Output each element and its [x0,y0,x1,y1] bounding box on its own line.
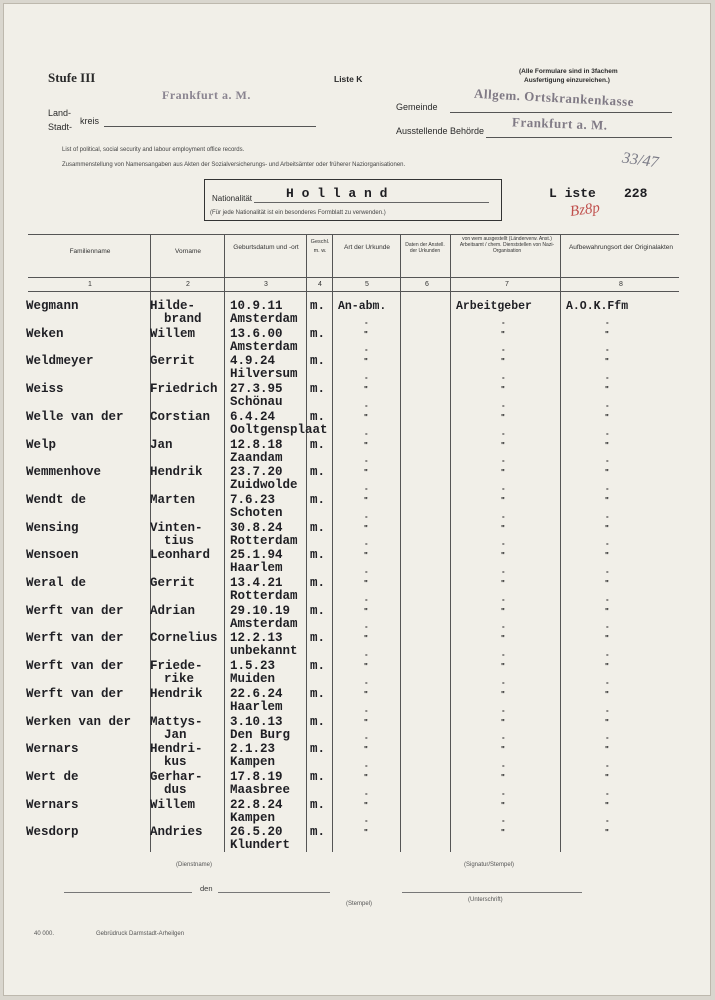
nationality-line [254,202,489,203]
given-name: Hendrik [150,465,203,479]
sex: m. [310,354,326,368]
col-header-aufbewahrung: Aufbewahrungsort der Originalakten [568,244,674,251]
dash-art: - [365,622,368,631]
family-name: Weiss [26,382,64,396]
row-1-art: An-abm. [338,300,387,313]
col-number-1: 1 [88,281,92,288]
sex: m. [310,798,326,812]
signatur-caption: (Signatur/Stempel) [464,862,515,868]
dash-ort: - [606,678,609,687]
dash-von-wem: - [502,789,505,798]
ditto-von-wem: " [501,745,505,754]
ditto-ort: " [605,524,609,533]
birth-date: 1.5.23 [230,659,276,673]
dash-ort: - [606,484,609,493]
sex: m. [310,604,326,618]
ditto-ort: " [605,441,609,450]
given-name: Hendri- [150,742,203,756]
dash-von-wem: - [502,595,505,604]
gemeinde-stamp: Allgem. Ortskrankenkasse [473,85,635,110]
stadt-label: Stadt- [48,122,73,132]
dash-art: - [365,345,368,354]
sex: m. [310,438,326,452]
dash-art: - [365,373,368,382]
sex: m. [310,715,326,729]
ditto-art: " [364,718,368,727]
dash-von-wem: - [502,373,505,382]
birth-date: 10.9.11 [230,299,283,313]
given-name: Willem [150,798,196,812]
col-header-daten: Daten der Anstell. der Urkunden [405,242,445,254]
ditto-von-wem: " [501,496,505,505]
given-name: Adrian [150,604,196,618]
ditto-von-wem: " [501,330,505,339]
ditto-ort: " [605,330,609,339]
unterschrift-caption: (Unterschrift) [468,897,503,903]
ditto-von-wem: " [501,828,505,837]
family-name: Wemmenhove [26,465,102,479]
birth-place: unbekannt [230,644,298,658]
birth-date: 27.3.95 [230,382,283,396]
dash-von-wem: - [502,761,505,770]
given-name: Leonhard [150,548,211,562]
birth-date: 6.4.24 [230,410,276,424]
behoerde-label: Ausstellende Behörde [396,126,485,136]
ditto-von-wem: " [501,357,505,366]
print-run: 40 000. [34,931,55,937]
liste-k-label: Liste K [334,74,363,84]
birth-place: Amsterdam [230,312,298,326]
birth-place: Maasbree [230,783,291,797]
nationality-value: H o l l a n d [286,186,388,201]
birth-date: 17.8.19 [230,770,283,784]
col-number-3: 3 [264,281,268,288]
ditto-ort: " [605,357,609,366]
birth-place: Hilversum [230,367,298,381]
col-line-3 [306,234,307,852]
dash-ort: - [606,733,609,742]
family-name: Wensoen [26,548,79,562]
ditto-von-wem: " [501,801,505,810]
dash-von-wem: - [502,345,505,354]
given-name: Cornelius [150,631,218,645]
liste-label: L iste [549,186,596,201]
given-name: Gerrit [150,354,196,368]
sex: m. [310,742,326,756]
dash-art: - [365,512,368,521]
ditto-ort: " [605,828,609,837]
birth-place: Amsterdam [230,340,298,354]
dash-art: - [365,318,368,327]
family-name: Wesdorp [26,825,79,839]
col-header-geschlecht: Geschl. m. w. [310,239,330,254]
birth-place: Amsterdam [230,617,298,631]
dash-von-wem: - [502,733,505,742]
dash-art: - [365,429,368,438]
sex: m. [310,687,326,701]
family-name: Welp [26,438,57,452]
behoerde-stamp: Frankfurt a. M. [511,114,608,133]
family-name: Wernars [26,798,79,812]
dash-ort: - [606,816,609,825]
copies-note-1: (Alle Formulare sind in 3fachem [519,68,618,75]
den-label: den [200,884,213,893]
dash-ort: - [606,429,609,438]
given-name-cont: Jan [164,728,187,742]
nationality-label: Nationalität [212,194,253,203]
family-name: Wegmann [26,299,79,313]
ditto-von-wem: " [501,551,505,560]
given-name: Friede- [150,659,203,673]
col-number-5: 5 [365,281,369,288]
birth-date: 13.6.00 [230,327,283,341]
birth-date: 29.10.19 [230,604,291,618]
dash-von-wem: - [502,816,505,825]
ditto-ort: " [605,413,609,422]
birth-date: 12.8.18 [230,438,283,452]
birth-place: Ooltgensplaat [230,423,328,437]
dash-ort: - [606,401,609,410]
ditto-von-wem: " [501,468,505,477]
sex: m. [310,327,326,341]
ort-line [64,892,192,893]
dash-art: - [365,484,368,493]
dash-ort: - [606,789,609,798]
dash-ort: - [606,512,609,521]
handwritten-note: Bz8p [568,199,601,221]
dash-art: - [365,678,368,687]
sex: m. [310,382,326,396]
german-description: Zusammenstellung von Namensangaben aus Akten der Sozialversicherungs- und Arbeitsämter oder früherer Naziorganisationen. [62,162,406,168]
gemeinde-line [450,112,672,113]
page-reference: 33/47 [621,149,660,172]
ditto-art: " [364,607,368,616]
printer-name: Gebrüdruck Darmstadt-Arheilgen [96,931,185,937]
ditto-von-wem: " [501,441,505,450]
given-name-cont: dus [164,783,187,797]
birth-place: Klundert [230,838,291,852]
col-number-7: 7 [505,281,509,288]
given-name-cont: rike [164,672,195,686]
birth-place: Haarlem [230,700,283,714]
ditto-ort: " [605,551,609,560]
header-bottom-border [28,291,679,292]
birth-place: Zuidwolde [230,478,298,492]
ditto-art: " [364,579,368,588]
ditto-ort: " [605,468,609,477]
document-sheet [3,3,711,996]
sex: m. [310,410,326,424]
birth-date: 25.1.94 [230,548,283,562]
col-line-6 [450,234,451,852]
ditto-von-wem: " [501,773,505,782]
given-name: Hilde- [150,299,196,313]
birth-date: 13.4.21 [230,576,283,590]
dash-ort: - [606,761,609,770]
row-1-von-wem: Arbeitgeber [456,300,532,313]
birth-place: Rotterdam [230,589,298,603]
ditto-art: " [364,773,368,782]
ditto-ort: " [605,773,609,782]
copies-note-2: Ausfertigung einzureichen.) [524,77,610,84]
ditto-ort: " [605,745,609,754]
dash-art: - [365,595,368,604]
col-number-6: 6 [425,281,429,288]
family-name: Werft van der [26,659,124,673]
ditto-ort: " [605,662,609,671]
ditto-von-wem: " [501,524,505,533]
given-name: Andries [150,825,203,839]
ditto-art: " [364,551,368,560]
birth-place: Haarlem [230,561,283,575]
given-name-cont: brand [164,312,202,326]
dash-von-wem: - [502,650,505,659]
ditto-von-wem: " [501,385,505,394]
col-line-2 [224,234,225,852]
given-name: Gerrit [150,576,196,590]
dash-art: - [365,650,368,659]
dash-art: - [365,816,368,825]
sex: m. [310,631,326,645]
ditto-ort: " [605,579,609,588]
family-name: Wert de [26,770,79,784]
ditto-von-wem: " [501,413,505,422]
dash-ort: - [606,456,609,465]
dash-art: - [365,789,368,798]
col-header-vorname: Vorname [174,248,202,255]
sex: m. [310,659,326,673]
table-header [28,234,679,296]
given-name: Vinten- [150,521,203,535]
ditto-ort: " [605,801,609,810]
dash-von-wem: - [502,622,505,631]
family-name: Wernars [26,742,79,756]
city-stamp: Frankfurt a. M. [162,88,251,102]
given-name: Mattys- [150,715,203,729]
given-name: Marten [150,493,196,507]
family-name: Werft van der [26,687,124,701]
kreis-line [104,126,316,127]
dash-von-wem: - [502,429,505,438]
dash-ort: - [606,650,609,659]
dash-art: - [365,733,368,742]
col-number-4: 4 [318,281,322,288]
dash-ort: - [606,595,609,604]
ditto-ort: " [605,718,609,727]
birth-date: 4.9.24 [230,354,276,368]
ditto-art: " [364,496,368,505]
family-name: Werft van der [26,631,124,645]
date-line [218,892,330,893]
row-1-ort: A.O.K.Ffm [566,300,629,313]
ditto-ort: " [605,496,609,505]
header-top-border [28,234,679,235]
birth-place: Muiden [230,672,276,686]
col-header-geburt: Geburtsdatum und -ort [233,244,299,251]
dash-art: - [365,706,368,715]
birth-place: Schönau [230,395,283,409]
col-line-7 [560,234,561,852]
ditto-von-wem: " [501,718,505,727]
birth-date: 22.6.24 [230,687,283,701]
family-name: Weral de [26,576,87,590]
col-header-art: Art der Urkunde [344,244,390,251]
birth-place: Kampen [230,755,276,769]
dash-von-wem: - [502,318,505,327]
ditto-art: " [364,468,368,477]
dash-ort: - [606,706,609,715]
ditto-art: " [364,690,368,699]
given-name: Jan [150,438,173,452]
signature-line [402,892,582,893]
family-name: Werken van der [26,715,132,729]
dash-ort: - [606,539,609,548]
birth-date: 12.2.13 [230,631,283,645]
ditto-art: " [364,524,368,533]
col-header-familienname: Familienname [69,248,111,255]
dash-ort: - [606,318,609,327]
dash-ort: - [606,567,609,576]
dash-ort: - [606,345,609,354]
sex: m. [310,299,326,313]
sex: m. [310,465,326,479]
ditto-art: " [364,745,368,754]
dash-von-wem: - [502,567,505,576]
ditto-art: " [364,801,368,810]
sex: m. [310,576,326,590]
ditto-von-wem: " [501,662,505,671]
liste-number: 228 [624,186,648,201]
ditto-von-wem: " [501,579,505,588]
given-name: Corstian [150,410,211,424]
given-name-cont: kus [164,755,187,769]
ditto-art: " [364,330,368,339]
family-name: Weken [26,327,64,341]
ditto-von-wem: " [501,634,505,643]
col-header-von-wem: von wem ausgestellt (Länderverw. Anst.) Arbeitsamt / chem. Dienststellen von Nazi-Organisation [459,236,555,254]
dash-art: - [365,456,368,465]
birth-place: Zaandam [230,451,283,465]
ditto-art: " [364,357,368,366]
dash-von-wem: - [502,678,505,687]
birth-place: Kampen [230,811,276,825]
ditto-art: " [364,385,368,394]
nationality-note: (Für jede Nationalität ist ein besonderes Formblatt zu verwenden.) [210,210,386,216]
family-name: Werft van der [26,604,124,618]
dash-art: - [365,567,368,576]
dash-von-wem: - [502,539,505,548]
given-name-cont: tius [164,534,195,548]
col-line-5 [400,234,401,852]
dash-von-wem: - [502,706,505,715]
given-name: Willem [150,327,196,341]
kreis-label: kreis [80,116,100,126]
dash-art: - [365,761,368,770]
birth-date: 7.6.23 [230,493,276,507]
dash-ort: - [606,622,609,631]
dash-von-wem: - [502,484,505,493]
ditto-art: " [364,662,368,671]
ditto-art: " [364,441,368,450]
dash-ort: - [606,373,609,382]
birth-date: 3.10.13 [230,715,283,729]
family-name: Welle van der [26,410,124,424]
birth-date: 2.1.23 [230,742,276,756]
col-number-8: 8 [619,281,623,288]
birth-date: 23.7.20 [230,465,283,479]
ditto-art: " [364,413,368,422]
ditto-art: " [364,634,368,643]
ditto-ort: " [605,634,609,643]
birth-place: Rotterdam [230,534,298,548]
english-description: List of political, social security and labour employment office records. [62,147,245,153]
birth-place: Den Burg [230,728,291,742]
dash-art: - [365,401,368,410]
ditto-ort: " [605,607,609,616]
birth-date: 22.8.24 [230,798,283,812]
behoerde-line [486,137,672,138]
ditto-von-wem: " [501,690,505,699]
sex: m. [310,521,326,535]
gemeinde-label: Gemeinde [396,102,438,112]
sex: m. [310,548,326,562]
land-label: Land- [48,108,72,118]
ditto-art: " [364,828,368,837]
header-mid-border [28,277,679,278]
col-number-2: 2 [186,281,190,288]
stufe-label: Stufe III [48,70,96,85]
sex: m. [310,770,326,784]
birth-date: 30.8.24 [230,521,283,535]
sex: m. [310,493,326,507]
ditto-ort: " [605,385,609,394]
given-name: Gerhar- [150,770,203,784]
family-name: Wensing [26,521,79,535]
family-name: Wendt de [26,493,87,507]
sex: m. [310,825,326,839]
ditto-von-wem: " [501,607,505,616]
dash-von-wem: - [502,512,505,521]
given-name: Friedrich [150,382,218,396]
birth-place: Schoten [230,506,283,520]
given-name: Hendrik [150,687,203,701]
birth-date: 26.5.20 [230,825,283,839]
col-line-4 [332,234,333,852]
dash-art: - [365,539,368,548]
ditto-ort: " [605,690,609,699]
dash-von-wem: - [502,456,505,465]
dash-von-wem: - [502,401,505,410]
dienstname-caption: (Dienstname) [176,862,213,868]
stempel-caption: (Stempel) [346,901,373,907]
family-name: Weldmeyer [26,354,94,368]
